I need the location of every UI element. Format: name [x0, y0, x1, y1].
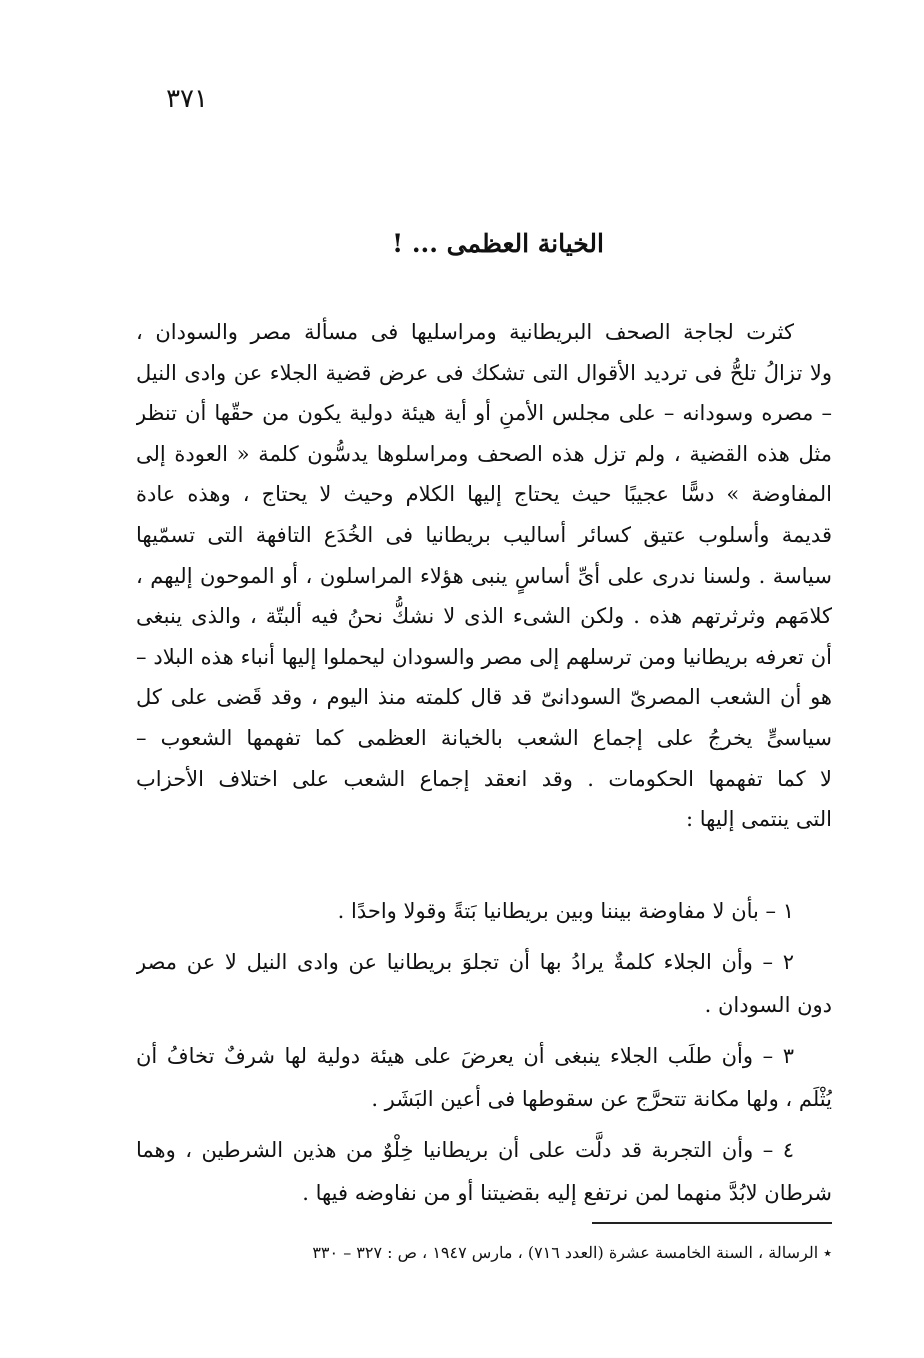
paragraph-line: – مصره وسودانه – على مجلس الأمنِ أو أية هيئة دولية يكون من حقّها أن تنظر: [136, 401, 832, 426]
paragraph-line: سياسة . ولسنا ندرى على أىِّ أساسٍ ينبى هؤلاء المراسلون ، أو الموحون إليهم ،: [136, 563, 832, 588]
paragraph-line: المفاوضة » دسًّا عجيبًا حيث يحتاج إليها الكلام وحيث لا يحتاج ، وهذه عادة: [136, 482, 832, 507]
article-title: الخيانة العظمى ... !: [392, 229, 604, 258]
list-item-line: ١ – بأن لا مفاوضة بيننا وبين بريطانيا بَتةً وقولا واحدًا .: [337, 899, 794, 923]
paragraph-line: سياسىٍّ يخرجُ على إجماع الشعب بالخيانة العظمى كما تفهمها الشعوب –: [136, 725, 832, 750]
paragraph-line: ولا تزالُ تلحُّ فى ترديد الأقوال التى تشكك فى عرض قضية الجلاء عن وادى النيل: [136, 360, 832, 385]
list-item-line: ٣ – وأن طلَب الجلاء ينبغى أن يعرضَ على هيئة دولية لها شرفٌ تخافُ أن: [136, 1044, 794, 1068]
list-item-line: ٢ – وأن الجلاء كلمةٌ يرادُ بها أن تجلوَ بريطانيا عن وادى النيل لا عن مصر: [136, 950, 794, 974]
list-item-line: دون السودان .: [704, 993, 832, 1017]
list-item-line: ٤ – وأن التجربة قد دلَّت على أن بريطانيا خِلْوٌ من هذين الشرطين ، وهما: [136, 1138, 794, 1162]
list-item: [136, 890, 832, 933]
paragraph-line: كلامَهم وثرثرتهم هذه . ولكن الشىء الذى لا نشكُّ نحنُ فيه ألبتّة ، والذى ينبغى: [136, 604, 832, 629]
paragraph-line: لا كما تفهمها الحكومات . وقد انعقد إجماع الشعب على اختلاف الأحزاب: [136, 766, 832, 791]
list-item: [136, 1129, 832, 1215]
list-item: [136, 1035, 832, 1121]
article-paragraph: [136, 312, 832, 840]
paragraph-line: أن تعرفه بريطانيا ومن ترسلهم إلى مصر والسودان ليحملوا إليها أنباء هذه البلاد –: [136, 644, 832, 669]
numbered-list: [136, 890, 832, 1223]
footnote-divider: [592, 1222, 832, 1224]
footnote: ٭ الرسالة ، السنة الخامسة عشرة (العدد ٧١٦) ، مارس ١٩٤٧ ، ص : ٣٢٧ – ٣٣٠: [312, 1243, 832, 1262]
paragraph-line: مثل هذه القضية ، ولم تزل هذه الصحف ومراسلوها يدسُّون كلمة « العودة إلى: [136, 441, 832, 466]
paragraph-line: هو أن الشعب المصرىّ السودانىّ قد قال كلمته منذ اليوم ، وقد قَضى على كل: [136, 685, 832, 710]
list-item: [136, 941, 832, 1027]
paragraph-line: كثرت لجاجة الصحف البريطانية ومراسليها فى مسألة مصر والسودان ،: [136, 320, 794, 344]
paragraph-line: قديمة وأسلوب عتيق كسائر أساليب بريطانيا فى الخُدَع التافهة التى تسمّيها: [136, 522, 832, 547]
paragraph-line: التى ينتمى إليها :: [686, 807, 832, 832]
page-number: ٣٧١: [166, 84, 208, 114]
list-item-line: شرطان لابُدَّ منهما لمن نرتفع إليه بقضيتنا أو من نفاوضه فيها .: [302, 1181, 832, 1205]
list-item-line: يُثْلَم ، ولها مكانة تتحرَّج عن سقوطها فى أعين البَشَر .: [371, 1087, 832, 1111]
